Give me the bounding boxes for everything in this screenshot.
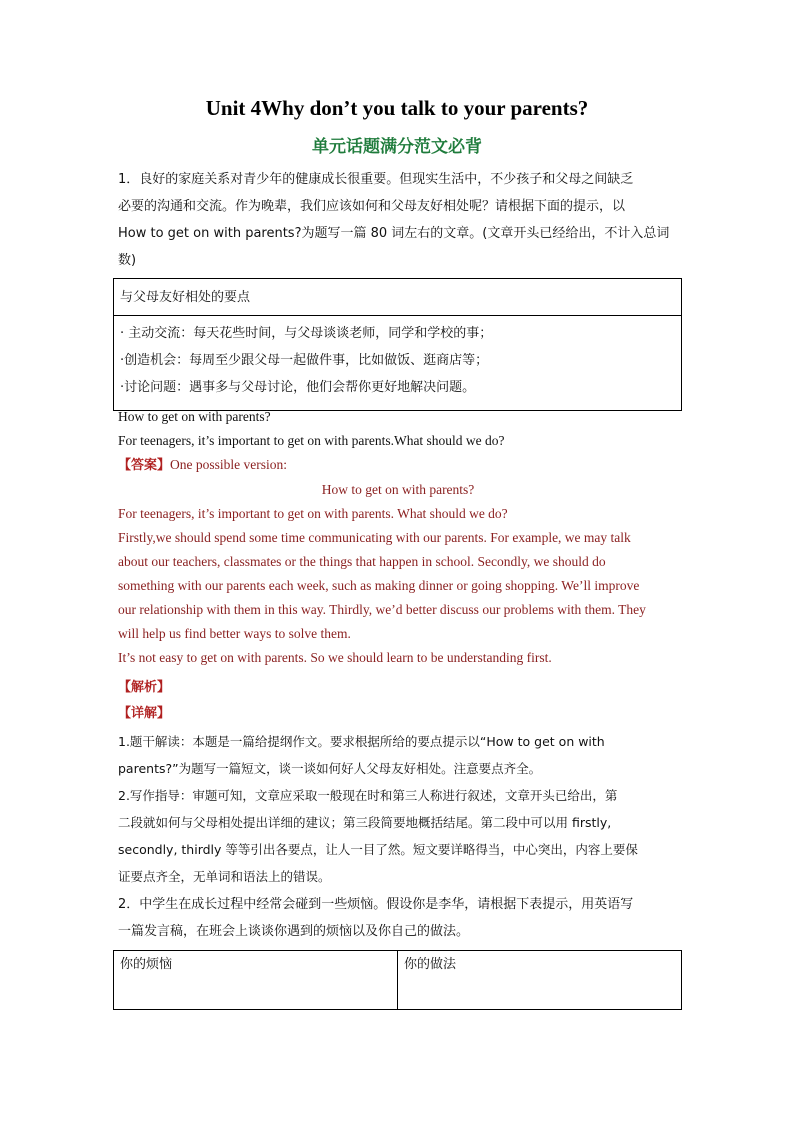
q1-table-point: ·讨论问题：遇事多与父母讨论，他们会帮你更好地解决问题。 (120, 380, 476, 395)
detail-text (118, 728, 688, 890)
answer-line: For teenagers, it’s important to get on with parents. What should we do? (118, 506, 508, 521)
detail-line: 1.题干解读：本题是一篇给提纲作文。要求根据所给的要点提示以“How to get on with (118, 734, 605, 749)
q2-table (113, 950, 682, 1010)
answer-line: Firstly,we should spend some time communicating with our parents. For example, we may talk (118, 530, 631, 545)
q1-prompt-line: How to get on with parents?为题写一篇 80 词左右的文章。(文章开头已经给出，不计入总词 (118, 226, 670, 241)
detail-line: 2.写作指导：审题可知，文章应采取一般现在时和第三人称进行叙述，文章开头已给出，第 (118, 788, 618, 803)
answer-label: 【答案】 (118, 458, 171, 473)
answer-line: will help us find better ways to solve them. (118, 626, 351, 641)
q1-table-header: 与父母友好相处的要点 (114, 279, 682, 316)
q2-prompt-line: 2．中学生在成长过程中经常会碰到一些烦恼。假设你是李华，请根据下表提示，用英语写 (118, 897, 634, 912)
q1-prompt-line: 1．良好的家庭关系对青少年的健康成长很重要。但现实生活中，不少孩子和父母之间缺乏 (118, 172, 634, 187)
analysis-section (118, 675, 678, 727)
q2-col-actions: 你的做法 (398, 951, 682, 1010)
page-title: Unit 4Why don’t you talk to your parents? (205, 96, 589, 120)
q2-prompt (118, 891, 688, 945)
q1-table-points (114, 316, 682, 411)
answer-line: about our teachers, classmates or the things that happen in school. Secondly, we should do (118, 554, 606, 569)
page-subtitle: 单元话题满分范文必背 (312, 137, 482, 157)
answer-line: our relationship with them in this way. Thirdly, we’d better discuss our problems with them. They (118, 602, 646, 617)
q1-prompt-line: 数) (118, 253, 137, 268)
answer-title: How to get on with parents? (321, 482, 475, 497)
q1-prompt (118, 166, 688, 274)
q1-given-start: For teenagers, it’s important to get on with parents.What should we do? (118, 433, 505, 448)
detail-line: 证要点齐全，无单词和语法上的错误。 (118, 869, 331, 884)
detail-line: parents?”为题写一篇短文，谈一谈如何好人父母友好相处。注意要点齐全。 (118, 761, 542, 776)
q1-given-title: How to get on with parents? (118, 409, 271, 424)
analysis-label: 【解析】 (118, 680, 171, 695)
q1-table-point: · 主动交流：每天花些时间，与父母谈谈老师，同学和学校的事； (120, 326, 493, 341)
q1-given (118, 405, 678, 670)
q1-table-point: ·创造机会：每周至少跟父母一起做件事，比如做饭、逛商店等； (120, 353, 489, 368)
q2-col-worries: 你的烦恼 (114, 951, 398, 1010)
answer-intro: One possible version: (170, 457, 288, 472)
answer-heading (118, 453, 678, 478)
detail-label: 【详解】 (118, 706, 171, 721)
detail-line: secondly, thirdly 等等引出各要点，让人一目了然。短文要详略得当，中心突出，内容上要保 (118, 842, 638, 857)
answer-line: something with our parents each week, such as making dinner or going shopping. We’ll improve (118, 578, 640, 593)
detail-line: 二段就如何与父母相处提出详细的建议；第三段简要地概括结尾。第二段中可以用 firstly, (118, 815, 612, 830)
q1-prompt-line: 必要的沟通和交流。作为晚辈，我们应该如何和父母友好相处呢？请根据下面的提示，以 (118, 199, 626, 214)
q2-prompt-line: 一篇发言稿，在班会上谈谈你遇到的烦恼以及你自己的做法。 (118, 924, 470, 939)
answer-line: It’s not easy to get on with parents. So we should learn to be understanding first. (118, 650, 552, 665)
q1-points-table (113, 278, 682, 411)
